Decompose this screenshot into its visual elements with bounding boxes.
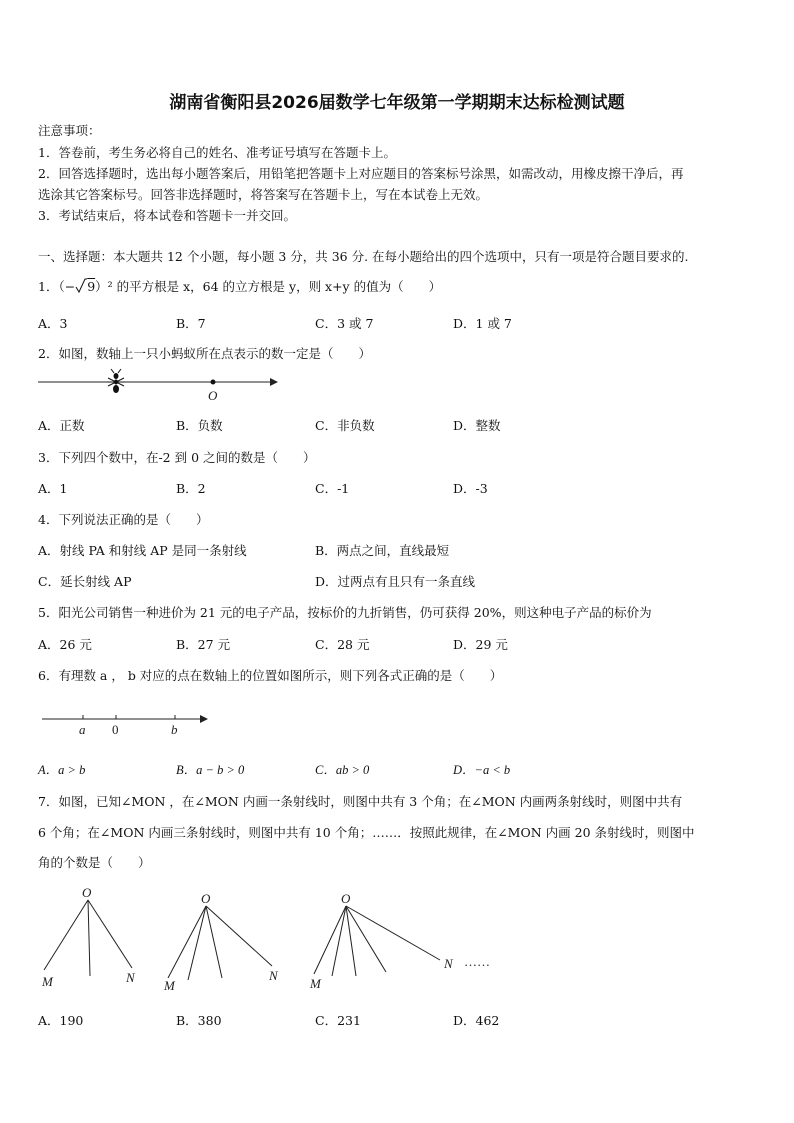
svg-text:M: M xyxy=(42,974,53,989)
question-1 xyxy=(38,277,441,295)
question-5: 5．阳光公司销售一种进价为 21 元的电子产品，按标价的九折销售，仍可获得 20%，则这种电子产品的标价为 xyxy=(38,605,652,620)
page-title: 湖南省衡阳县2026届数学七年级第一学期期末达标检测试题 xyxy=(169,93,625,113)
q6-option-a[interactable]: A．a > b xyxy=(38,763,86,777)
q1-option-c[interactable]: C．3 或 7 xyxy=(315,316,374,331)
svg-text:O: O xyxy=(201,891,211,906)
q7-angle-figures xyxy=(36,880,516,998)
q2-number-line xyxy=(36,368,286,404)
svg-text:O: O xyxy=(82,885,92,900)
q6-label-a: a xyxy=(79,722,86,737)
svg-text:N: N xyxy=(269,968,278,983)
q2-origin-label: O xyxy=(208,388,218,403)
notice-heading: 注意事项： xyxy=(38,123,101,138)
q5-option-d[interactable]: D．29 元 xyxy=(453,637,508,652)
q1-suffix: ）² 的平方根是 x，64 的立方根是 y，则 x+y 的值为（ ） xyxy=(95,279,442,294)
q1-radicand: 9 xyxy=(87,279,96,294)
q6-number-line xyxy=(38,708,213,738)
q3-option-d[interactable]: D．-3 xyxy=(453,481,488,496)
svg-text:M: M xyxy=(310,976,321,991)
ant-icon xyxy=(107,369,125,393)
q4-option-a[interactable]: A．射线 PA 和射线 AP 是同一条射线 xyxy=(38,543,247,558)
svg-text:O: O xyxy=(341,891,351,906)
q6-option-b[interactable]: B．a − b > 0 xyxy=(176,763,245,777)
q2-option-c[interactable]: C．非负数 xyxy=(315,418,375,433)
q6-label-zero: 0 xyxy=(112,722,119,737)
q4-option-d[interactable]: D．过两点有且只有一条直线 xyxy=(315,574,476,589)
q5-option-c[interactable]: C．28 元 xyxy=(315,637,370,652)
notice-line-3: 选涂其它答案标号。回答非选择题时，将答案写在答题卡上，写在本试卷上无效。 xyxy=(38,187,489,202)
q6-label-b: b xyxy=(171,722,178,737)
question-2: 2．如图，数轴上一只小蚂蚁所在点表示的数一定是（ ） xyxy=(38,346,371,361)
q1-prefix: 1．（− xyxy=(38,279,76,294)
q7-option-a[interactable]: A．190 xyxy=(38,1013,84,1028)
sqrt-icon xyxy=(75,278,87,294)
notice-line-1: 1．答卷前，考生务必将自己的姓名、准考证号填写在答题卡上。 xyxy=(38,145,396,160)
angle-figure-3 xyxy=(309,891,490,991)
svg-text:N: N xyxy=(444,956,453,971)
q2-option-d[interactable]: D．整数 xyxy=(453,418,501,433)
q5-option-b[interactable]: B．27 元 xyxy=(176,637,231,652)
ellipsis-label: …… xyxy=(464,954,490,969)
q3-option-a[interactable]: A．1 xyxy=(38,481,68,496)
question-3: 3．下列四个数中，在-2 到 0 之间的数是（ ） xyxy=(38,450,316,465)
svg-text:M: M xyxy=(164,978,175,993)
q2-option-b[interactable]: B．负数 xyxy=(176,418,223,433)
angle-figure-1 xyxy=(41,885,136,989)
q6-option-c[interactable]: C．ab > 0 xyxy=(315,763,370,777)
q4-option-c[interactable]: C．延长射线 AP xyxy=(38,574,132,589)
svg-text:N: N xyxy=(126,970,135,985)
q5-option-a[interactable]: A．26 元 xyxy=(38,637,92,652)
angle-figure-2 xyxy=(163,891,279,993)
arrow-right-icon xyxy=(200,715,208,723)
q3-option-b[interactable]: B．2 xyxy=(176,481,206,496)
q1-option-b[interactable]: B．7 xyxy=(176,316,206,331)
q6-option-d[interactable]: D．−a < b xyxy=(453,763,511,777)
question-4: 4．下列说法正确的是（ ） xyxy=(38,512,209,527)
arrow-right-icon xyxy=(270,378,278,386)
section-heading: 一、选择题：本大题共 12 个小题，每小题 3 分，共 36 分. 在每小题给出的四个选项中，只有一项是符合题目要求的. xyxy=(38,249,689,264)
q1-option-d[interactable]: D．1 或 7 xyxy=(453,316,512,331)
q1-option-a[interactable]: A．3 xyxy=(38,316,68,331)
q4-option-b[interactable]: B．两点之间，直线最短 xyxy=(315,543,450,558)
notice-line-2: 2．回答选择题时，选出每小题答案后，用铅笔把答题卡上对应题目的答案标号涂黑，如需改动，用橡皮擦干净后，再 xyxy=(38,166,684,181)
notice-line-4: 3．考试结束后，将本试卷和答题卡一并交回。 xyxy=(38,208,296,223)
q7-option-c[interactable]: C．231 xyxy=(315,1013,361,1028)
question-7-line-1: 7．如图，已知∠MON ，在∠MON 内画一条射线时，则图中共有 3 个角；在∠MON 内画两条射线时，则图中共有 xyxy=(38,794,683,809)
q2-option-a[interactable]: A．正数 xyxy=(38,418,85,433)
question-7-line-2: 6 个角；在∠MON 内画三条射线时，则图中共有 10 个角；……．按照此规律，在∠MON 内画 20 条射线时，则图中 xyxy=(38,825,695,840)
q7-option-b[interactable]: B．380 xyxy=(176,1013,222,1028)
q3-option-c[interactable]: C．-1 xyxy=(315,481,350,496)
q7-option-d[interactable]: D．462 xyxy=(453,1013,500,1028)
question-7-line-3: 角的个数是（ ） xyxy=(38,855,151,870)
question-6: 6．有理数 a ， b 对应的点在数轴上的位置如图所示，则下列各式正确的是（ ） xyxy=(38,668,503,683)
